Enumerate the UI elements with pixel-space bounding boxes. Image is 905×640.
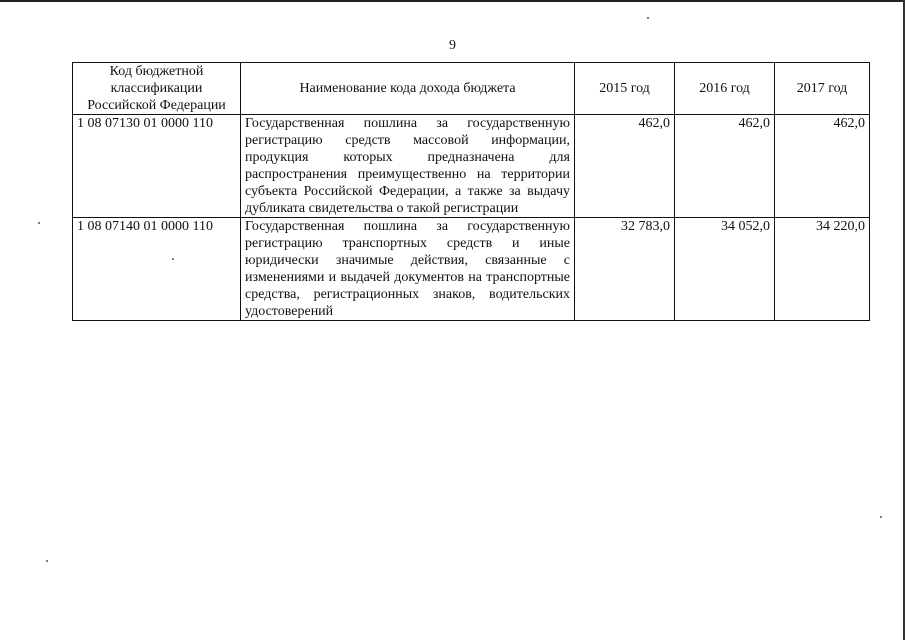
value-2015-cell: 32 783,0 [575, 218, 675, 321]
budget-code-cell: 1 08 07130 01 0000 110 [73, 115, 241, 218]
scan-top-border [0, 0, 905, 2]
value-2016-cell: 34 052,0 [675, 218, 775, 321]
page-number: 9 [449, 38, 456, 53]
value-2016-cell: 462,0 [675, 115, 775, 218]
revenue-name-cell: Государственная пошлина за государственную регистрацию транспортных средств и иные юридически значимые действия, связанные с изменениями и выдачей документов на транспортные средства, регистрационных знаков, водительских удостоверений [241, 218, 575, 321]
value-2017-cell: 462,0 [775, 115, 870, 218]
revenue-name-cell: Государственная пошлина за государственную регистрацию средств массовой информации, продукция которых предназначена для распространения преимущественно на территории субъекта Российской Федерации, а также за выдачу дубликата свидетельства о такой регистрации [241, 115, 575, 218]
table-header-row [73, 63, 870, 115]
budget-code-cell: 1 08 07140 01 0000 110 [73, 218, 241, 321]
table-row [73, 218, 870, 321]
scan-speck [647, 17, 649, 19]
scan-speck [46, 560, 48, 562]
header-name: Наименование кода дохода бюджета [241, 63, 575, 115]
header-2015: 2015 год [575, 63, 675, 115]
value-2015-cell: 462,0 [575, 115, 675, 218]
budget-revenue-table [72, 62, 870, 321]
header-2016: 2016 год [675, 63, 775, 115]
scan-speck [38, 222, 40, 224]
header-code: Код бюджетной классификации Российской Федерации [73, 63, 241, 115]
value-2017-cell: 34 220,0 [775, 218, 870, 321]
scan-speck [880, 516, 882, 518]
table-row [73, 115, 870, 218]
header-2017: 2017 год [775, 63, 870, 115]
